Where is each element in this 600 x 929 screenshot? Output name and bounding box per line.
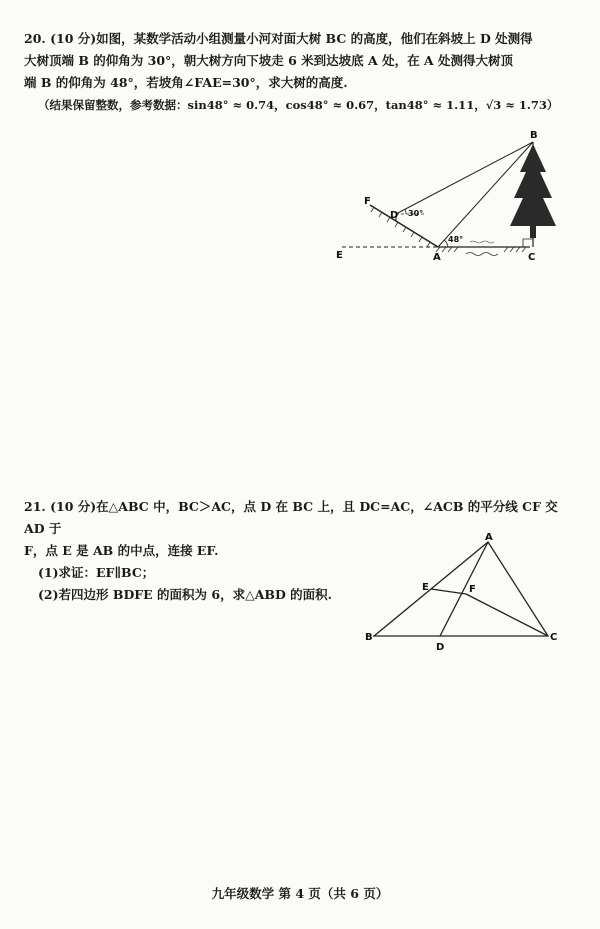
- fig20-label-F: F: [364, 196, 371, 207]
- fig20-label-D: D: [390, 210, 399, 221]
- q21-line1: 21. (10 分)在△ABC 中，BC＞AC，点 D 在 BC 上，且 DC=AC，∠ACB 的平分线 CF 交 AD 于: [24, 499, 558, 536]
- page-footer: 九年级数学 第 4 页（共 6 页）: [211, 886, 389, 901]
- question-20: [24, 28, 576, 116]
- q21-part2: (2)若四边形 BDFE 的面积为 6，求△ABD 的面积.: [38, 587, 333, 602]
- q20-note: （结果保留整数，参考数据：sin48° ≈ 0.74，cos48° ≈ 0.67，tan48° ≈ 1.11，√3 ≈ 1.73）: [38, 98, 559, 112]
- q20-line2: 大树顶端 B 的仰角为 30°，朝大树方向下坡走 6 米到达坡底 A 处，在 A 处测得大树顶: [24, 53, 513, 68]
- fig20-label-angle30: 30°: [408, 209, 424, 218]
- q20-line1: 20. (10 分)如图，某数学活动小组测量小河对面大树 BC 的高度，他们在斜坡上 D 处测得: [24, 31, 533, 46]
- q21-figure: [360, 532, 570, 654]
- q21-line2: F，点 E 是 AB 的中点，连接 EF.: [24, 543, 219, 558]
- fig20-label-C: C: [528, 252, 536, 263]
- q20-line3: 端 B 的仰角为 48°，若坡角∠FAE=30°，求大树的高度.: [24, 75, 348, 90]
- q20-figure: [330, 130, 570, 270]
- q21-part1: (1)求证：EF∥BC；: [38, 565, 155, 580]
- fig21-label-E: E: [422, 582, 429, 593]
- fig21-label-A: A: [485, 532, 493, 543]
- fig20-label-B: B: [530, 130, 538, 141]
- fig20-label-E: E: [336, 250, 343, 261]
- fig21-label-B: B: [365, 632, 373, 643]
- fig21-label-C: C: [550, 632, 558, 643]
- fig20-label-angle48: 48°: [448, 235, 464, 244]
- fig20-label-A: A: [433, 252, 441, 263]
- fig21-label-D: D: [436, 642, 445, 653]
- fig21-label-F: F: [469, 584, 476, 595]
